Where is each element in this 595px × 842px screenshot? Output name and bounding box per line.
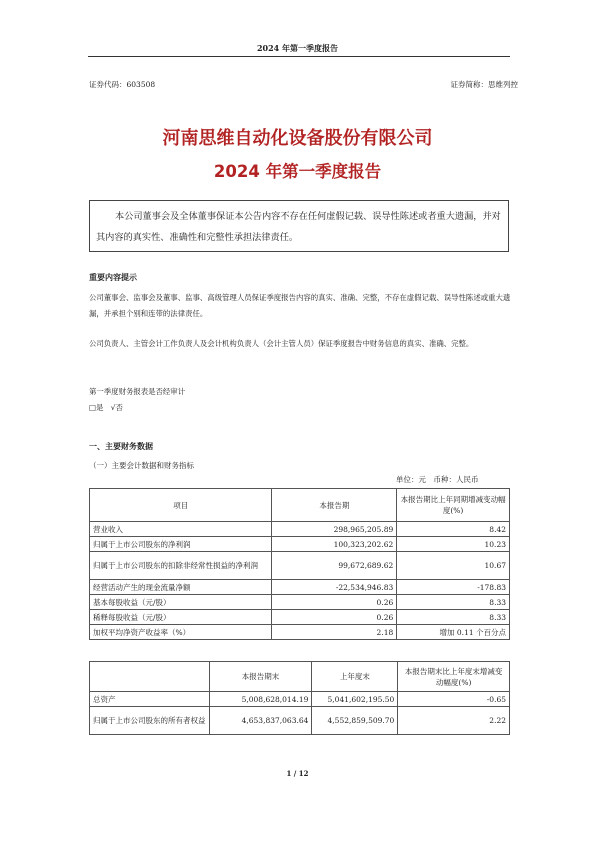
unit-label: 单位：元 币种：人民币 [396, 475, 479, 484]
change-cell: -0.65 [398, 692, 510, 707]
board-declaration-box: 本公司董事会及全体董事保证本公告内容不存在任何虚假记载、误导性陈述或者重大遗漏，并对其内容的真实性、准确性和完整性承担法律责任。 [89, 200, 509, 252]
header-cell: 项目 [90, 489, 272, 522]
company-name-title: 河南思维自动化设备股份有限公司 [162, 128, 433, 149]
header-blank-cell [90, 662, 210, 692]
change-cell: -178.83 [397, 580, 510, 595]
stock-abbreviation: 证券简称：思维列控 [450, 80, 518, 89]
audit-question: 第一季度财务报表是否经审计 [89, 387, 186, 396]
value-cell: 4,552,859,509.70 [312, 707, 398, 735]
item-cell: 归属于上市公司股东的扣除非经常性损益的净利润 [90, 552, 272, 580]
stock-code: 证券代码：603508 [89, 80, 156, 89]
item-cell: 稀释每股收益（元/股） [90, 610, 272, 625]
change-cell: 10.23 [397, 537, 510, 552]
value-cell: 0.26 [272, 595, 397, 610]
table-row [90, 610, 510, 625]
balance-table [89, 661, 510, 735]
header-cell: 本报告期比上年同期增减变动幅度(%) [397, 489, 510, 522]
table-row [90, 552, 510, 580]
value-cell: 4,653,837,063.64 [209, 707, 312, 735]
table-row [90, 580, 510, 595]
table-header-row [90, 489, 510, 522]
header-divider [88, 56, 510, 57]
section-heading-financial: 一、主要财务数据 [89, 442, 153, 451]
item-cell: 归属于上市公司股东的所有者权益 [90, 707, 210, 735]
header-cell: 上年度末 [312, 662, 398, 692]
item-cell: 归属于上市公司股东的净利润 [90, 537, 272, 552]
value-cell: 100,323,202.62 [272, 537, 397, 552]
item-cell: 基本每股收益（元/股） [90, 595, 272, 610]
value-cell: 99,672,689.62 [272, 552, 397, 580]
item-cell: 加权平均净资产收益率（%） [90, 625, 272, 640]
change-cell: 2.22 [398, 707, 510, 735]
subsection-heading: （一）主要会计数据和财务指标 [89, 461, 194, 470]
table-row [90, 595, 510, 610]
item-cell: 总资产 [90, 692, 210, 707]
table-row [90, 522, 510, 537]
header-cell: 本报告期末 [209, 662, 312, 692]
table-row [90, 707, 510, 735]
value-cell: 298,965,205.89 [272, 522, 397, 537]
value-cell: 2.18 [272, 625, 397, 640]
running-header: 2024 年第一季度报告 [256, 43, 339, 53]
item-cell: 经营活动产生的现金流量净额 [90, 580, 272, 595]
report-title: 2024 年第一季度报告 [213, 162, 382, 181]
change-cell: 8.42 [397, 522, 510, 537]
change-cell: 增加 0.11 个百分点 [397, 625, 510, 640]
value-cell: -22,534,946.83 [272, 580, 397, 595]
table-header-row [90, 662, 510, 692]
change-cell: 10.67 [397, 552, 510, 580]
important-para-1: 公司董事会、监事会及董事、监事、高级管理人员保证季度报告内容的真实、准确、完整，不存在虚假记载、误导性陈述或重大遗漏，并承担个别和连带的法律责任。 [89, 293, 511, 318]
table-row [90, 537, 510, 552]
audit-answer: □是 √否 [89, 403, 123, 412]
important-para-2: 公司负责人、主管会计工作负责人及会计机构负责人（会计主管人员）保证季度报告中财务信息的真实、准确、完整。 [89, 339, 474, 348]
header-cell: 本报告期 [272, 489, 397, 522]
change-cell: 8.33 [397, 610, 510, 625]
value-cell: 5,008,628,014.19 [209, 692, 312, 707]
financial-table [89, 488, 510, 640]
header-cell: 本报告期末比上年度末增减变动幅度(%) [398, 662, 510, 692]
change-cell: 8.33 [397, 595, 510, 610]
value-cell: 0.26 [272, 610, 397, 625]
item-cell: 营业收入 [90, 522, 272, 537]
table-row [90, 692, 510, 707]
important-heading: 重要内容提示 [89, 273, 137, 282]
value-cell: 5,041,602,195.50 [312, 692, 398, 707]
page-number: 1 / 12 [286, 769, 309, 778]
table-row [90, 625, 510, 640]
